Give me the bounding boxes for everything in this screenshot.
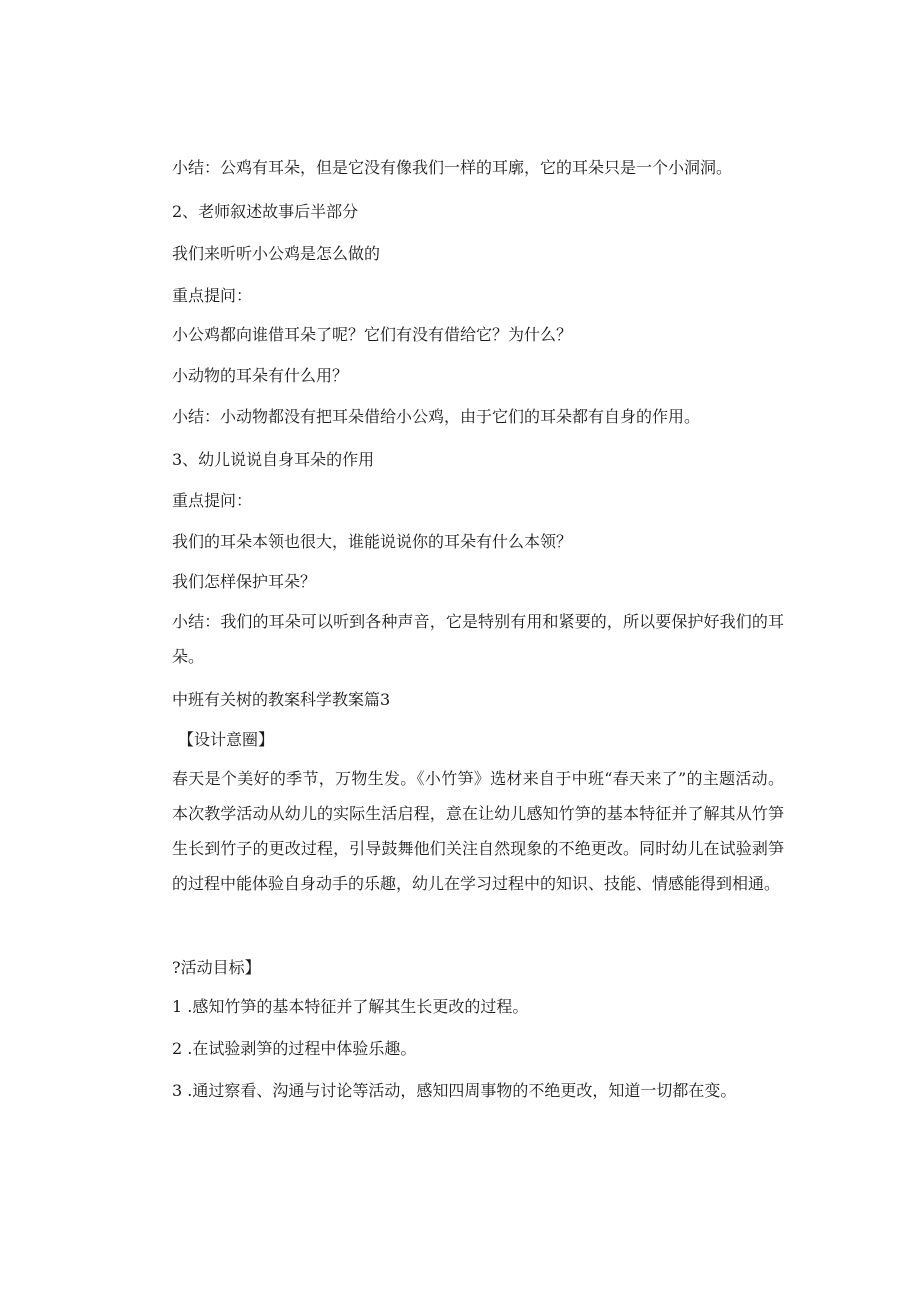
goal-item-2: 2 .在试验剥笋的过程中体验乐趣。: [172, 1039, 417, 1058]
design-intent-heading: 【设计意圈】: [178, 730, 275, 749]
goal-item-1: 1 .感知竹笋的基本特征并了解其生长更改的过程。: [172, 997, 529, 1016]
question-protect-ears: 我们怎样保护耳朵？: [172, 572, 317, 591]
key-question-label-2: 重点提问：: [172, 491, 253, 510]
question-ear-abilities: 我们的耳朵本领也很大，谁能说说你的耳朵有什么本领？: [172, 532, 573, 551]
key-question-label-1: 重点提问：: [172, 286, 253, 305]
listen-story-line: 我们来听听小公鸡是怎么做的: [172, 244, 381, 263]
question-ear-use: 小动物的耳朵有什么用？: [172, 366, 349, 385]
design-intent-paragraph: 春天是个美好的季节，万物生发。《小竹笋》选材来自于中班“春天来了”的主题活动。本次教学活动从幼儿的实际生活启程，意在让幼儿感知竹笋的基本特征并了解其从竹笋生长到竹子的更改过程，引导鼓舞他们关注自然现象的不绝更改。同时幼儿在试验剥笋的过程中能体验自身动手的乐趣，幼儿在学习过程中的知识、技能、情感能得到相通。: [172, 769, 784, 893]
step-3-heading: 3、幼儿说说自身耳朵的作用: [172, 450, 375, 469]
step-2-heading: 2、老师叙述故事后半部分: [172, 202, 359, 221]
summary-protect-ears-paragraph: 小结：我们的耳朵可以听到各种声音，它是特别有用和紧要的，所以要保护好我们的耳朵。: [172, 612, 784, 666]
summary-animals-ears: 小结：小动物都没有把耳朵借给小公鸡，由于它们的耳朵都有自身的作用。: [172, 407, 701, 426]
activity-goals-heading: ?活动目标】: [172, 958, 261, 977]
question-who-lent-ears: 小公鸡都向谁借耳朵了呢？它们有没有借给它？为什么？: [172, 325, 573, 344]
section-title: 中班有关树的教案科学教案篇3: [172, 690, 391, 709]
goal-item-3: 3 .通过察看、沟通与讨论等活动，感知四周事物的不绝更改，知道一切都在变。: [172, 1081, 737, 1100]
summary-rooster-ears: 小结：公鸡有耳朵，但是它没有像我们一样的耳廓，它的耳朵只是一个小洞洞。: [172, 158, 733, 177]
